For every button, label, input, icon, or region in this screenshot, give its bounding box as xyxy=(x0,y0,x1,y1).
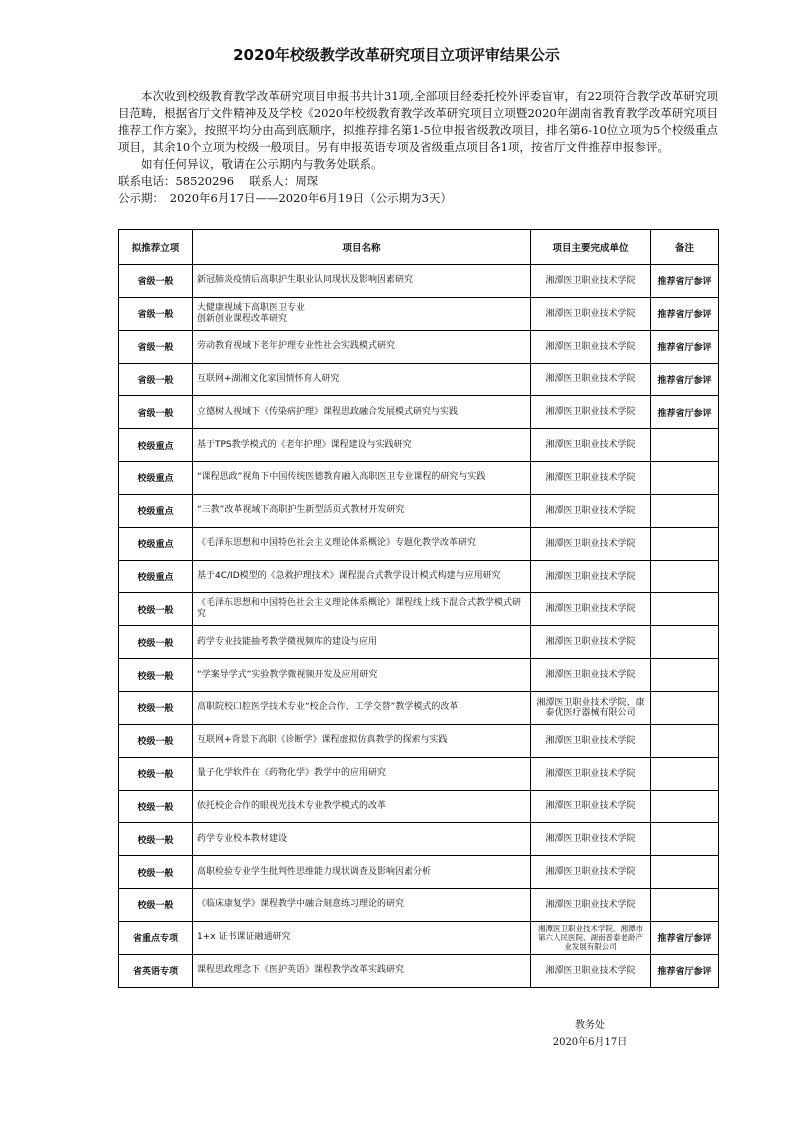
cell-note xyxy=(651,757,719,790)
table-row xyxy=(119,659,719,692)
contact-info: 联系电话：58520296 联系人：周琛 xyxy=(118,174,319,188)
cell-unit: 湘潭医卫职业技术学院 xyxy=(531,889,651,922)
cell-project-name: 互联网+背景下高职《诊断学》课程虚拟仿真教学的探索与实践 xyxy=(193,724,531,757)
cell-level: 校级重点 xyxy=(119,462,193,495)
cell-note xyxy=(651,889,719,922)
cell-level: 校级一般 xyxy=(119,691,193,724)
header-unit: 项目主要完成单位 xyxy=(531,230,651,265)
cell-project-name: “学案导学式”实验教学微视频开发及应用研究 xyxy=(193,659,531,692)
cell-note: 推荐省厅参评 xyxy=(651,265,719,298)
cell-project-name: 立德树人视域下《传染病护理》课程思政融合发展模式研究与实践 xyxy=(193,396,531,429)
cell-project-name: 课程思政理念下《医护英语》课程教学改革实践研究 xyxy=(193,954,531,987)
cell-note: 推荐省厅参评 xyxy=(651,363,719,396)
cell-note xyxy=(651,429,719,462)
cell-level: 校级重点 xyxy=(119,429,193,462)
cell-project-name: 基于4C/ID模型的《急救护理技术》课程混合式教学设计模式构建与应用研究 xyxy=(193,560,531,593)
cell-project-name: 依托校企合作的眼视光技术专业教学模式的改革 xyxy=(193,790,531,823)
cell-project-name: 劳动教育视域下老年护理专业性社会实践模式研究 xyxy=(193,330,531,363)
cell-level: 省重点专项 xyxy=(119,921,193,954)
objection-note: 如有任何异议，敬请在公示期内与教务处联系。 xyxy=(141,157,383,171)
cell-level: 校级一般 xyxy=(119,724,193,757)
cell-unit: 湘潭医卫职业技术学院 xyxy=(531,363,651,396)
cell-project-name: 《毛泽东思想和中国特色社会主义理论体系概论》课程线上线下混合式教学模式研究 xyxy=(193,593,531,626)
cell-project-name: 高职院校口腔医学技术专业“校企合作、工学交替”教学模式的改革 xyxy=(193,691,531,724)
header-note: 备注 xyxy=(651,230,719,265)
cell-unit: 湘潭医卫职业技术学院 xyxy=(531,856,651,889)
cell-note: 推荐省厅参评 xyxy=(651,330,719,363)
cell-level: 校级一般 xyxy=(119,889,193,922)
table-row xyxy=(119,724,719,757)
cell-note xyxy=(651,494,719,527)
table-row xyxy=(119,593,719,626)
cell-level: 校级重点 xyxy=(119,560,193,593)
cell-note xyxy=(651,462,719,495)
table-row xyxy=(119,396,719,429)
cell-level: 校级重点 xyxy=(119,494,193,527)
table-header-row xyxy=(119,230,719,265)
cell-level: 省级一般 xyxy=(119,297,193,330)
cell-unit: 湘潭医卫职业技术学院 xyxy=(531,954,651,987)
header-name: 项目名称 xyxy=(193,230,531,265)
cell-level: 校级一般 xyxy=(119,823,193,856)
footer-org: 教务处 xyxy=(575,1020,605,1031)
cell-unit: 湘潭医卫职业技术学院 xyxy=(531,757,651,790)
cell-note xyxy=(651,691,719,724)
cell-unit: 湘潭医卫职业技术学院 xyxy=(531,724,651,757)
table-row xyxy=(119,790,719,823)
cell-note: 推荐省厅参评 xyxy=(651,297,719,330)
footer-date: 2020年6月17日 xyxy=(552,1037,628,1048)
cell-project-name: 高职检验专业学生批判性思维能力现状调查及影响因素分析 xyxy=(193,856,531,889)
table-row xyxy=(119,462,719,495)
cell-project-name: 药学专业技能抽考教学微视频库的建设与应用 xyxy=(193,626,531,659)
table-row xyxy=(119,889,719,922)
cell-level: 省英语专项 xyxy=(119,954,193,987)
table-row xyxy=(119,297,719,330)
cell-project-name: “三教”改革视域下高职护生新型活页式教材开发研究 xyxy=(193,494,531,527)
cell-project-name: 大健康视域下高职医卫专业 创新创业课程改革研究 xyxy=(193,297,531,330)
cell-note xyxy=(651,823,719,856)
cell-unit: 湘潭医卫职业技术学院 xyxy=(531,626,651,659)
cell-project-name: 《毛泽东思想和中国特色社会主义理论体系概论》专题化教学改革研究 xyxy=(193,527,531,560)
cell-unit: 湘潭医卫职业技术学院 xyxy=(531,593,651,626)
table-row xyxy=(119,494,719,527)
results-table xyxy=(118,229,719,988)
cell-note: 推荐省厅参评 xyxy=(651,954,719,987)
cell-note: 推荐省厅参评 xyxy=(651,396,719,429)
table-row xyxy=(119,560,719,593)
table-row xyxy=(119,527,719,560)
header-level: 拟推荐立项 xyxy=(119,230,193,265)
cell-project-name: 量子化学软件在《药物化学》教学中的应用研究 xyxy=(193,757,531,790)
cell-note xyxy=(651,659,719,692)
table-row xyxy=(119,757,719,790)
cell-note xyxy=(651,527,719,560)
cell-note xyxy=(651,790,719,823)
cell-level: 省级一般 xyxy=(119,396,193,429)
cell-level: 校级一般 xyxy=(119,626,193,659)
cell-project-name: 1+x 证书课证融通研究 xyxy=(193,921,531,954)
cell-level: 校级重点 xyxy=(119,527,193,560)
cell-unit: 湘潭医卫职业技术学院 xyxy=(531,659,651,692)
intro-section xyxy=(118,88,718,207)
cell-note xyxy=(651,724,719,757)
table-row xyxy=(119,921,719,954)
cell-note xyxy=(651,856,719,889)
publicity-period: 公示期： 2020年6月17日——2020年6月19日（公示期为3天） xyxy=(118,191,452,205)
cell-unit: 湘潭医卫职业技术学院、湘潭市第六人民医院、湖南普泰老龄产业发展有限公司 xyxy=(531,921,651,954)
table-row xyxy=(119,330,719,363)
table-row xyxy=(119,363,719,396)
cell-unit: 湘潭医卫职业技术学院 xyxy=(531,330,651,363)
cell-note: 推荐省厅参评 xyxy=(651,921,719,954)
cell-project-name: 基于TPS教学模式的《老年护理》课程建设与实践研究 xyxy=(193,429,531,462)
table-row xyxy=(119,856,719,889)
cell-project-name: 新冠肺炎疫情后高职护生职业认同现状及影响因素研究 xyxy=(193,265,531,298)
table-row xyxy=(119,626,719,659)
cell-level: 省级一般 xyxy=(119,330,193,363)
cell-unit: 湘潭医卫职业技术学院 xyxy=(531,790,651,823)
cell-note xyxy=(651,626,719,659)
cell-note xyxy=(651,593,719,626)
cell-unit: 湘潭医卫职业技术学院 xyxy=(531,265,651,298)
cell-level: 省级一般 xyxy=(119,265,193,298)
intro-paragraph: 本次收到校级教育教学改革研究项目申报书共计31项,全部项目经委托校外评委盲审，有22项符合教学改革研究项目范畴，根据省厅文件精神及及学校《2020年校级教育教学改革研究项目立项暨2020年湖南省教育教学改革研究项目推荐工作方案》，按照平均分由高到底顺序，拟推荐排名第1-5位申报省级教改项目，排名第6-10位立项为5个校级重点项目，其余10个立项为校级一般项目。另有申报英语专项及省级重点项目各1项，按省厅文件推荐申报参评。 xyxy=(118,89,718,154)
cell-unit: 湘潭医卫职业技术学院 xyxy=(531,396,651,429)
cell-level: 校级一般 xyxy=(119,856,193,889)
table-row xyxy=(119,823,719,856)
table-row xyxy=(119,691,719,724)
cell-level: 校级一般 xyxy=(119,659,193,692)
cell-project-name: “课程思政”视角下中国传统医德教育融入高职医卫专业课程的研究与实践 xyxy=(193,462,531,495)
cell-project-name: 药学专业校本教材建设 xyxy=(193,823,531,856)
cell-project-name: 《临床康复学》课程教学中融合刻意练习理论的研究 xyxy=(193,889,531,922)
cell-project-name: 互联网+湖湘文化家国情怀育人研究 xyxy=(193,363,531,396)
page-title: 2020年校级教学改革研究项目立项评审结果公示 xyxy=(233,46,560,64)
table-row xyxy=(119,954,719,987)
table-row xyxy=(119,429,719,462)
cell-unit: 湘潭医卫职业技术学院 xyxy=(531,297,651,330)
cell-unit: 湘潭医卫职业技术学院 xyxy=(531,494,651,527)
cell-unit: 湘潭医卫职业技术学院 xyxy=(531,462,651,495)
cell-unit: 湘潭医卫职业技术学院 xyxy=(531,429,651,462)
cell-unit: 湘潭医卫职业技术学院 xyxy=(531,560,651,593)
cell-unit: 湘潭医卫职业技术学院 xyxy=(531,527,651,560)
cell-unit: 湘潭医卫职业技术学院 xyxy=(531,823,651,856)
cell-level: 校级一般 xyxy=(119,593,193,626)
cell-level: 省级一般 xyxy=(119,363,193,396)
cell-level: 校级一般 xyxy=(119,757,193,790)
cell-level: 校级一般 xyxy=(119,790,193,823)
table-row xyxy=(119,265,719,298)
cell-note xyxy=(651,560,719,593)
cell-unit: 湘潭医卫职业技术学院、康泰优医疗器械有限公司 xyxy=(531,691,651,724)
